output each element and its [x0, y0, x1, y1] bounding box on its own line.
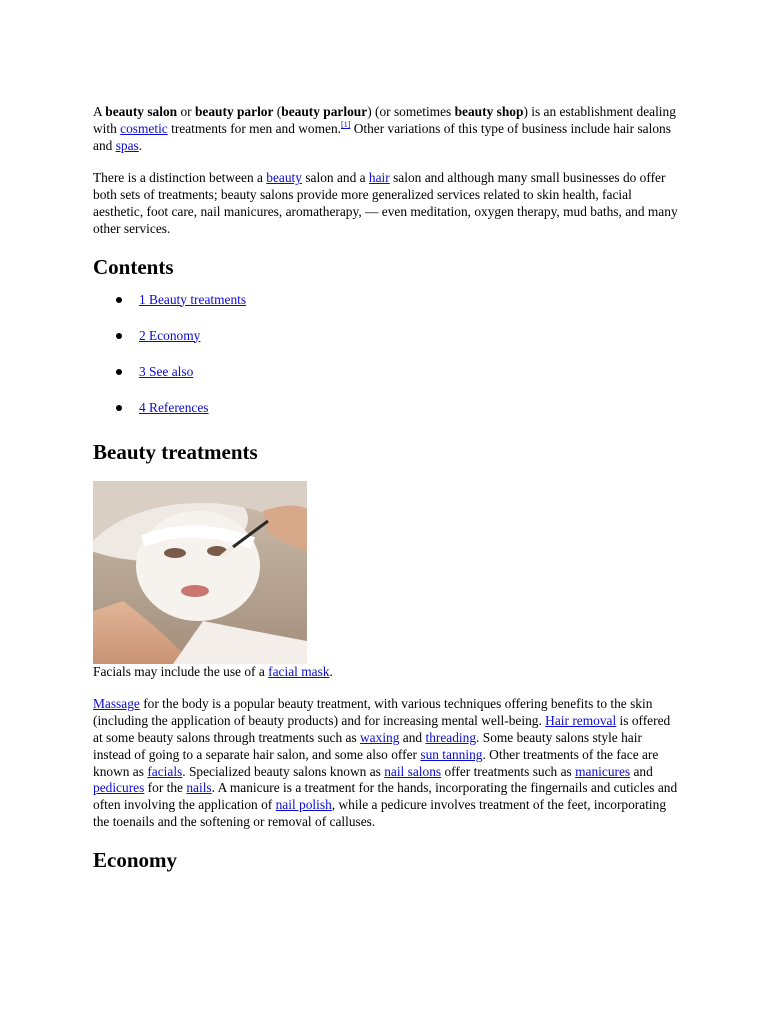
text-run: , while a pedicure involves treatment of the feet, incorporating the toenails and the softening or removal of calluses.: [93, 797, 667, 829]
text-run: . A manicure is a treatment for the hands, incorporating the fingernails and cuticles and often involving the application of: [93, 780, 678, 813]
link-manicures[interactable]: manicures: [575, 763, 631, 779]
beauty-treatments-heading: Beauty treatments: [93, 439, 258, 464]
table-of-contents: [93, 292, 683, 436]
link-pedicures[interactable]: pedicures: [93, 780, 145, 796]
link-hair[interactable]: hair: [368, 170, 390, 186]
bold-term-beauty-salon: beauty salon: [105, 104, 178, 119]
text-run: Other variations of this type of business include hair salons and: [93, 120, 671, 153]
toc-item: [93, 328, 683, 364]
beauty-treatments-paragraph: [93, 696, 683, 830]
link-facial-mask[interactable]: facial mask: [268, 663, 330, 679]
toc-link-references[interactable]: 4 References: [139, 399, 209, 415]
link-massage[interactable]: Massage: [93, 696, 140, 712]
text-run: There is a distinction between a: [93, 170, 267, 186]
text-run: .: [138, 137, 143, 153]
image-caption: [93, 664, 683, 681]
link-spas[interactable]: spas: [115, 137, 139, 153]
text-run: is offered at some beauty salons through treatments such as: [93, 713, 671, 745]
text-run: treatments for men and women.: [167, 120, 342, 136]
text-run: and: [399, 729, 426, 745]
text-run: salon and a: [301, 170, 369, 186]
facial-mask-photo: [93, 481, 307, 664]
text-run: and: [630, 763, 653, 779]
text-run: A: [93, 104, 106, 119]
text-run: (: [273, 104, 282, 119]
text-run: . Some beauty salons style hair instead of going to a separate hair salon, and some also offer: [93, 729, 642, 762]
link-nail-salons[interactable]: nail salons: [384, 763, 442, 779]
bullet-icon: [116, 369, 122, 375]
link-nails[interactable]: nails: [186, 780, 212, 796]
bold-term-beauty-parlour: beauty parlour: [281, 104, 368, 119]
toc-item: [93, 364, 683, 400]
link-hair-removal[interactable]: Hair removal: [545, 713, 617, 729]
bullet-icon: [116, 333, 122, 339]
text-run: offer treatments such as: [441, 763, 576, 779]
text-run: salon and although many small businesses do offer both sets of treatments; beauty salons provide more generalized services related to skin health, facial aesthetic, foot care, nail manicures, aromatherapy, — even meditation, oxygen therapy, mud baths, and many other services.: [93, 170, 678, 236]
contents-heading: Contents: [93, 254, 174, 279]
bold-term-beauty-shop: beauty shop: [454, 104, 524, 119]
link-nail-polish[interactable]: nail polish: [275, 797, 332, 813]
text-run: ) is an establishment dealing with: [93, 104, 676, 136]
link-waxing[interactable]: waxing: [360, 729, 400, 745]
toc-item: [93, 292, 683, 328]
text-run: . Specialized beauty salons known as: [182, 763, 385, 779]
bullet-icon: [116, 405, 122, 411]
toc-link-economy[interactable]: 2 Economy: [139, 327, 201, 343]
text-run: for the body is a popular beauty treatment, with various techniques offering benefits to the skin (including the application of beauty products) and for increasing mental well-being.: [93, 696, 653, 729]
economy-heading: Economy: [93, 847, 177, 872]
text-run: . Other treatments of the face are known as: [93, 746, 659, 779]
intro-paragraph-2: [93, 170, 683, 237]
article-body: [93, 104, 683, 872]
intro-paragraph-1: [93, 104, 683, 154]
bullet-icon: [116, 297, 122, 303]
text-run: .: [329, 663, 333, 679]
text-run: ) (or sometimes: [367, 104, 455, 119]
facial-treatment-image: [93, 481, 307, 664]
text-run: or: [177, 104, 195, 119]
link-cosmetic[interactable]: cosmetic: [120, 120, 168, 136]
link-sun-tanning[interactable]: sun tanning: [420, 746, 483, 762]
link-threading[interactable]: threading: [425, 729, 477, 745]
bold-term-beauty-parlor: beauty parlor: [194, 104, 274, 119]
link-facials[interactable]: facials: [147, 763, 183, 779]
link-beauty[interactable]: beauty: [266, 170, 302, 186]
toc-link-beauty-treatments[interactable]: 1 Beauty treatments: [139, 291, 247, 307]
toc-item: [93, 400, 683, 436]
caption-text: Facials may include the use of a: [93, 663, 269, 679]
text-run: for the: [144, 780, 187, 796]
toc-link-see-also[interactable]: 3 See also: [139, 363, 194, 379]
reference-link-1[interactable]: [1]: [341, 119, 351, 129]
